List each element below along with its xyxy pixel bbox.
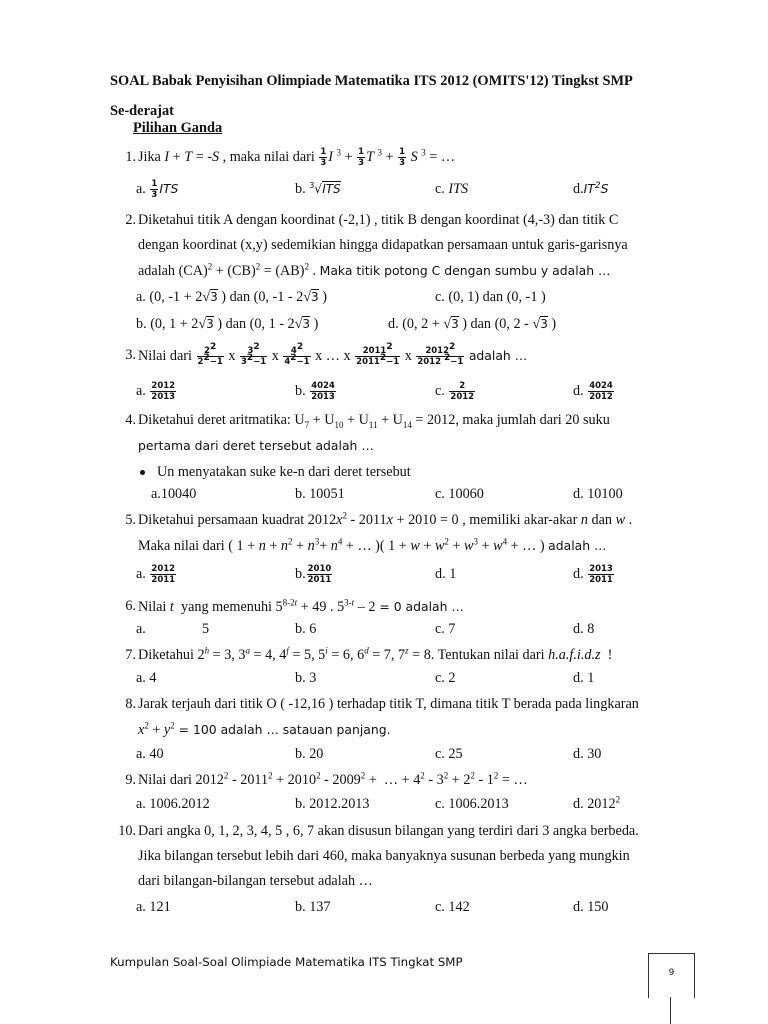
question-text: Nilai t yang memenuhi $5^{8-2t} + 49$ . 5$^{3-t}$ – 2 = 0 adalah … xyxy=(138,597,464,615)
question-number: 8. xyxy=(125,696,136,712)
option-a[interactable]: a. xyxy=(136,621,146,637)
question-number: 2. xyxy=(125,212,136,228)
question-text: Diketahui deret aritmatika: $U_7 + U_{10} + U_{11} + U_{14} = 2012$, maka jumlah dari 20 suku pertama dari deret tersebut adalah … xyxy=(138,412,610,453)
option-c[interactable]: c. (0, 1) dan (0, -1 ) xyxy=(435,289,546,305)
option-a[interactable]: a. $\frac{1}{3}$ ITS xyxy=(136,179,179,201)
question-text: Nilai dari $\frac{2^2}{2^2-1}$ x $\frac{3^2}{3^2-1}$ x $\frac{4^2}{4^2-1}$ x … x $\frac{2011^2}{2011^2-1}$ x $\frac{2012^2}{2012 ^2-1}$ adalah … xyxy=(138,342,528,368)
question-number: 9. xyxy=(125,772,136,788)
question-number: 5. xyxy=(125,512,136,528)
option-a[interactable]: a. 121 xyxy=(136,899,171,915)
option-c[interactable]: d. 1 xyxy=(435,566,457,582)
option-b[interactable]: b. $\frac{2010}{2011}$ xyxy=(295,564,332,586)
question-4 xyxy=(110,408,696,460)
option-c[interactable]: c. 1006.2013 xyxy=(435,796,509,812)
option-b[interactable]: b. 137 xyxy=(295,899,331,915)
question-number: 3. xyxy=(125,347,136,363)
option-c[interactable]: c. 2 xyxy=(435,670,456,686)
option-a[interactable]: a.10040 xyxy=(151,486,197,502)
question-2 xyxy=(110,208,696,288)
options-3 xyxy=(136,380,736,402)
options-10 xyxy=(136,896,736,918)
option-b[interactable]: b. 3 xyxy=(295,670,317,686)
option-c[interactable]: c. ITS xyxy=(435,181,469,197)
option-c[interactable]: c. 25 xyxy=(435,746,463,762)
option-b[interactable]: b. (0, 1 + 2√3 ) dan (0, 1 - 2√3 ) xyxy=(136,316,319,332)
option-b[interactable]: b. 20 xyxy=(295,746,324,762)
option-c[interactable]: c. $\frac{2}{2012}$ xyxy=(435,381,475,403)
options-2-row-2 xyxy=(136,313,736,335)
option-a[interactable]: a. $\frac{2012}{2011}$ xyxy=(136,564,176,586)
question-5 xyxy=(110,508,696,560)
section-heading: Pilihan Ganda xyxy=(133,120,223,136)
option-a[interactable]: a. 40 xyxy=(136,746,164,762)
question-text: Diketahui $2^h = 3$, $3^a = 4$, $4^f = 5$, $5^i = 6$, $6^d = 7$, $7^z = 8$. Tentukan nilai dari h.a.f.i.d.z ! xyxy=(138,645,613,663)
option-c[interactable]: c. 7 xyxy=(435,621,456,637)
option-d[interactable]: d. 30 xyxy=(573,746,602,762)
option-a-value[interactable]: 5 xyxy=(202,621,210,637)
page-number-box xyxy=(648,953,695,998)
question-text: Jarak terjauh dari titik O ( -12,16 ) terhadap titik T, dimana titik T berada pada lingkaran $x^2 + y^2 = 100$ adalah … satauan panjang. xyxy=(138,696,639,738)
question-10 xyxy=(110,819,696,897)
question-text: Jika I + T = -S , maka nilai dari $\frac{1}{3}$ I $^3$ + $\frac{1}{3}$ T $^3$ + $\frac{1}{3}$ S $^3$ = … xyxy=(138,147,456,169)
question-text: Diketahui titik A dengan koordinat (-2,1) , titik B dengan koordinat (4,-3) dan titik C dengan koordinat (x,y) sedemikian hingga didapatkan persamaan untuk garis-garisnya adalah (CA)$^2$ + (CB)$^2$ = (AB)$^2$ . Maka titik potong C dengan sumbu y adalah … xyxy=(138,212,628,279)
title-line-2: Se-derajat xyxy=(110,103,174,119)
question-8 xyxy=(110,692,696,744)
page-footer: Kumpulan Soal-Soal Olimpiade Matematika ITS Tingkat SMP xyxy=(110,955,463,969)
options-8 xyxy=(136,743,736,765)
question-text: Nilai dari $2012^2 - 2011^2 + 2010^2 - 2009^2$ + … + $4^2 - 3^2 + 2^2 - 1^2$ = … xyxy=(138,770,528,788)
option-d[interactable]: d. 150 xyxy=(573,899,609,915)
option-b[interactable]: b. 6 xyxy=(295,621,317,637)
question-number: 4. xyxy=(125,412,136,428)
option-d[interactable]: d. $\frac{2013}{2011}$ xyxy=(573,564,613,586)
question-number: 7. xyxy=(125,647,136,663)
page-number: 9 xyxy=(668,968,675,978)
title-line-1: SOAL Babak Penyisihan Olimpiade Matematika ITS 2012 (OMITS'12) Tingkst SMP xyxy=(110,73,633,89)
option-d[interactable]: d. $\frac{4024}{2012}$ xyxy=(573,381,613,403)
option-b[interactable]: b. 2012.2013 xyxy=(295,796,370,812)
option-b[interactable]: b. $\frac{4024}{2013}$ xyxy=(295,381,335,403)
options-6 xyxy=(136,618,736,640)
option-a[interactable]: a. 1006.2012 xyxy=(136,796,210,812)
option-d[interactable]: d. 1 xyxy=(573,670,595,686)
option-a[interactable]: a. (0, -1 + 2√3 ) dan (0, -1 - 2√3 ) xyxy=(136,289,327,305)
question-number: 1. xyxy=(125,149,136,165)
option-a[interactable]: a. $\frac{2012}{2013}$ xyxy=(136,381,176,403)
option-b[interactable]: b. $^3$√ITS xyxy=(295,180,341,197)
options-1 xyxy=(136,178,736,200)
option-d[interactable]: d. 10100 xyxy=(573,486,623,502)
option-c[interactable]: c. 10060 xyxy=(435,486,484,502)
options-5 xyxy=(136,563,736,585)
question-number: 6. xyxy=(125,598,136,614)
options-4 xyxy=(136,483,736,505)
option-d[interactable]: d. (0, 2 + √3 ) dan (0, 2 - √3 ) xyxy=(388,316,557,332)
options-7 xyxy=(136,667,736,689)
option-d[interactable]: d. 8 xyxy=(573,621,595,637)
question-number: 10. xyxy=(118,823,136,839)
footer-divider xyxy=(670,997,671,1024)
note-bullet: Un menyatakan suke ke-n dari deret tersebut xyxy=(140,462,411,482)
options-2-row-1 xyxy=(136,286,736,308)
option-d[interactable]: d. 2012$^2$ xyxy=(573,794,621,812)
question-text: Diketahui persamaan kuadrat $2012x^2 - 2011x + 2010 = 0$ , memiliki akar-akar n dan w . Maka nilai dari ( $1 + n + n^2 + n^3+ n^4$ + … )( $1 + w + w^2 + w^3 + w^4$ + … ) adalah … xyxy=(138,510,633,554)
bullet-icon xyxy=(140,470,145,475)
document-title xyxy=(110,66,710,126)
options-9 xyxy=(136,793,736,815)
option-b[interactable]: b. 10051 xyxy=(295,486,345,502)
question-text: Dari angka 0, 1, 2, 3, 4, 5 , 6, 7 akan disusun bilangan yang terdiri dari 3 angka berbeda. Jika bilangan tersebut lebih dari 460, maka banyaknya susunan berbeda yang mungkin dari bilangan-bilangan tersebut adalah … xyxy=(138,823,639,889)
option-c[interactable]: c. 142 xyxy=(435,899,470,915)
option-d[interactable]: $d.IT^2S$ xyxy=(573,180,609,197)
option-a[interactable]: a. 4 xyxy=(136,670,157,686)
